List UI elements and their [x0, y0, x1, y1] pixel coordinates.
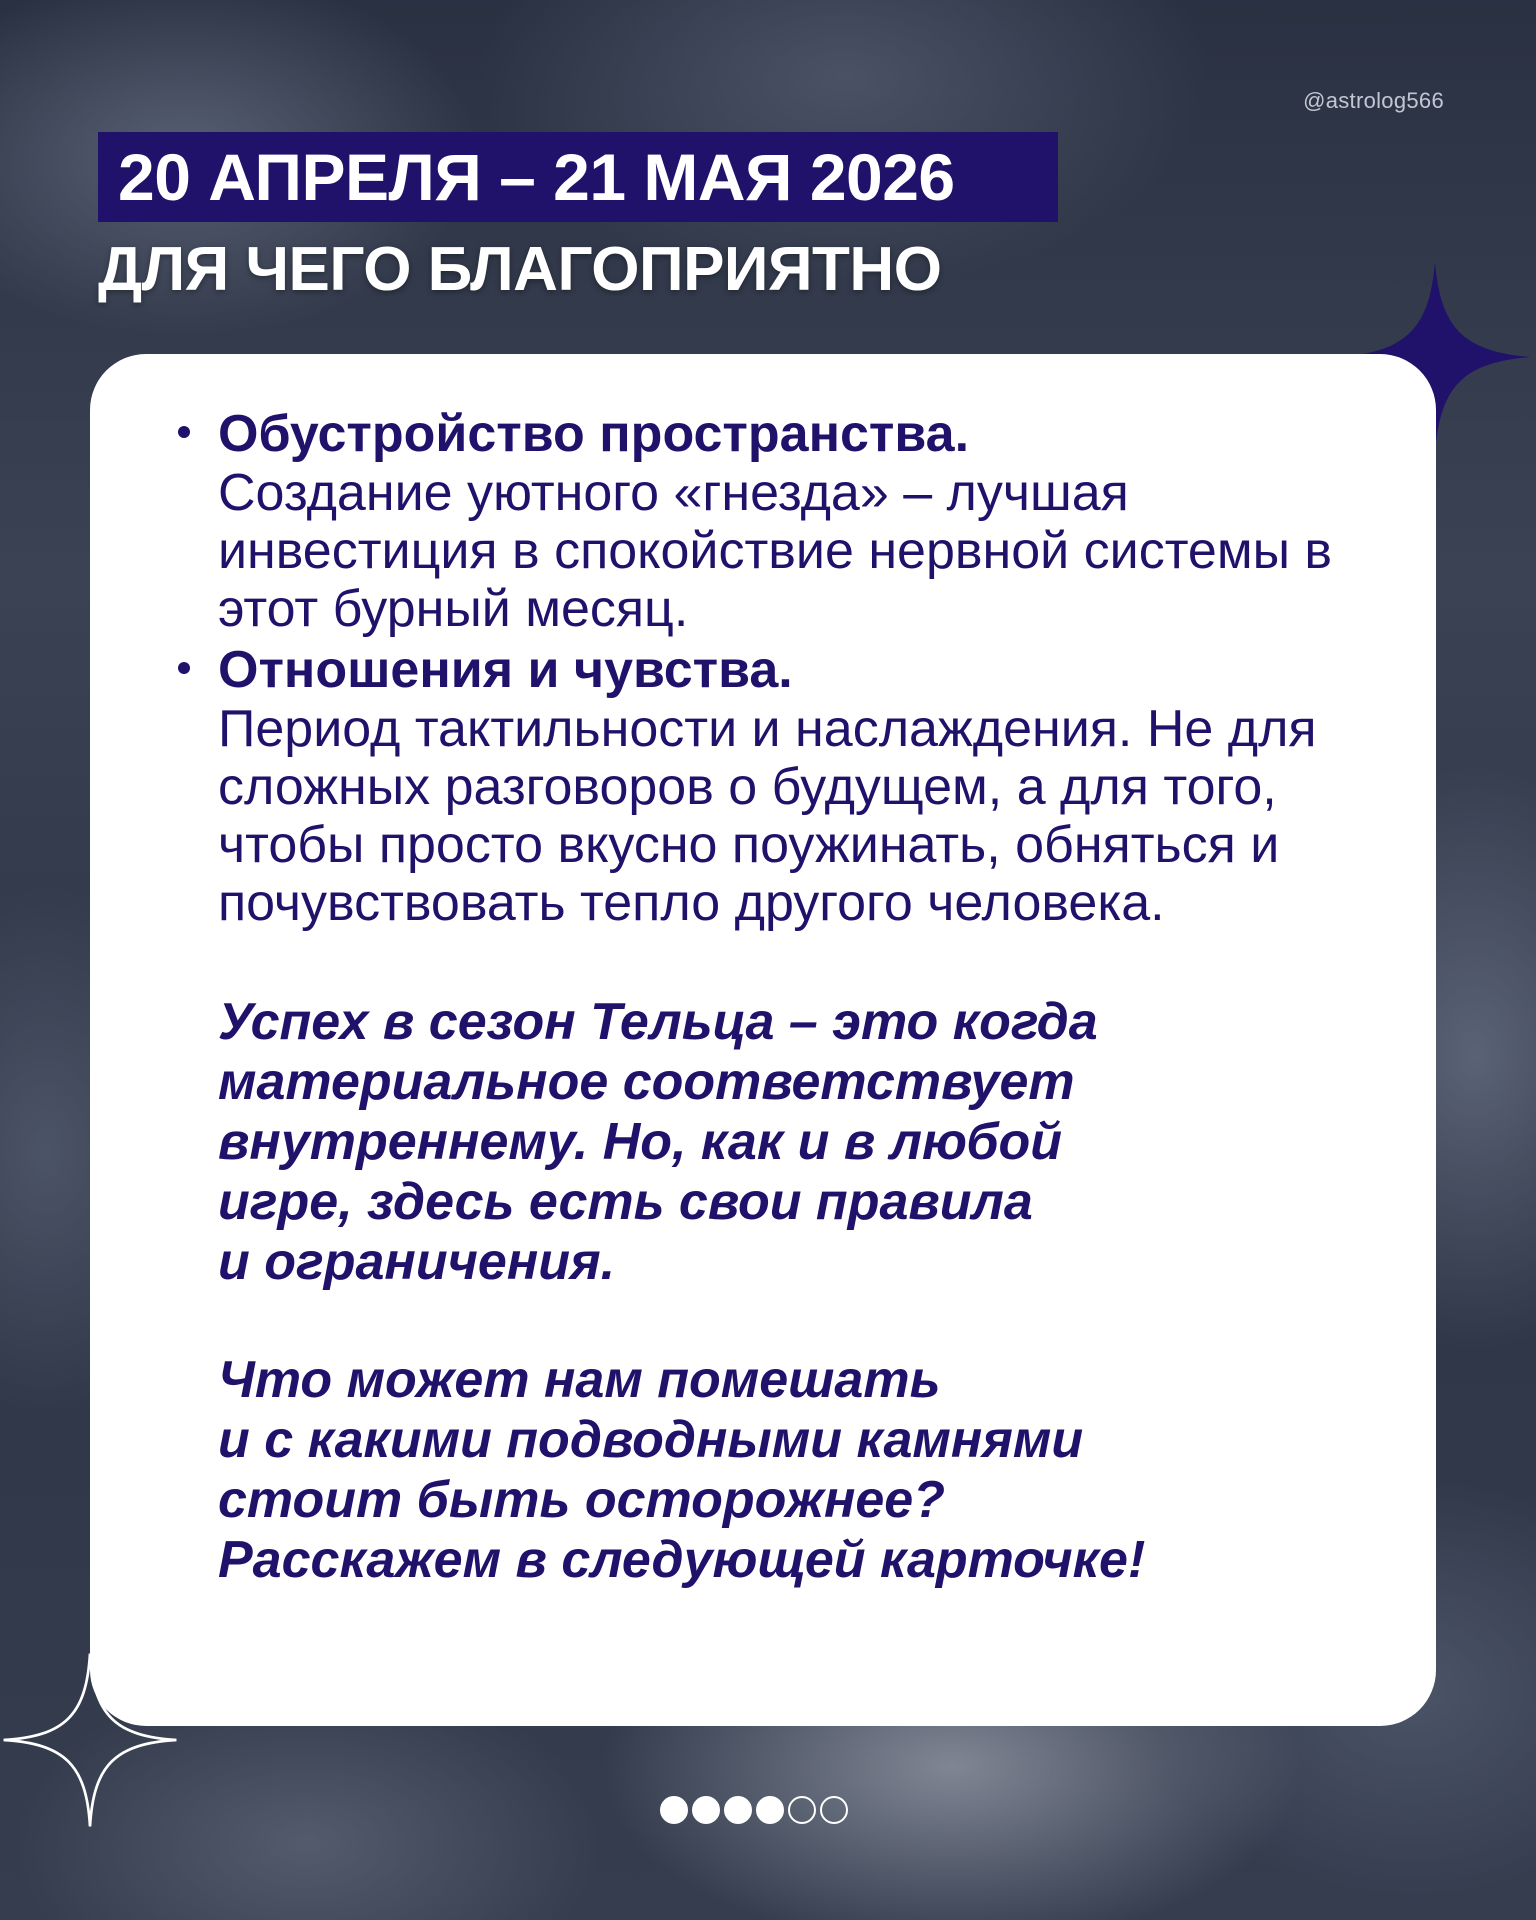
- bullet-title: Обустройство пространства.: [218, 405, 970, 463]
- date-banner: [98, 132, 1058, 222]
- carousel-pager: [660, 1796, 848, 1824]
- page-title: ДЛЯ ЧЕГО БЛАГОПРИЯТНО: [98, 235, 942, 304]
- pager-dot[interactable]: [724, 1796, 752, 1824]
- pager-dot[interactable]: [788, 1796, 816, 1824]
- closing-paragraph: Успех в сезон Тельца – это когда материальное соответствует внутреннему. Но, как и в любой игре, здесь есть свои правила и ограничения.: [218, 993, 1098, 1291]
- pager-dot[interactable]: [660, 1796, 688, 1824]
- content-card: [90, 354, 1436, 1726]
- bullet-body: Период тактильности и наслаждения. Не для сложных разговоров о будущем, а для того, чтобы просто вкусно поужинать, обняться и почувствовать тепло другого человека.: [218, 700, 1317, 932]
- bullet-title: Отношения и чувства.: [218, 641, 793, 699]
- sparkle-outline-icon: [0, 1650, 180, 1830]
- bullet-list: [218, 404, 1356, 932]
- bullet-body: Создание уютного «гнезда» – лучшая инвестиция в спокойствие нервной системы в этот бурный месяц.: [218, 464, 1333, 638]
- list-item: [218, 404, 1356, 638]
- account-handle: @astrolog566: [1303, 88, 1444, 113]
- bullet-marker: [178, 426, 190, 438]
- bullet-marker: [178, 662, 190, 674]
- pager-dot[interactable]: [692, 1796, 720, 1824]
- list-item: [218, 640, 1356, 932]
- pager-dot-current[interactable]: [756, 1796, 784, 1824]
- teaser-paragraph: Что может нам помешать и с какими подводными камнями стоит быть осторожнее? Расскажем в следующей карточке!: [218, 1351, 1146, 1589]
- pager-dot[interactable]: [820, 1796, 848, 1824]
- date-range: 20 АПРЕЛЯ – 21 МАЯ 2026: [118, 140, 955, 214]
